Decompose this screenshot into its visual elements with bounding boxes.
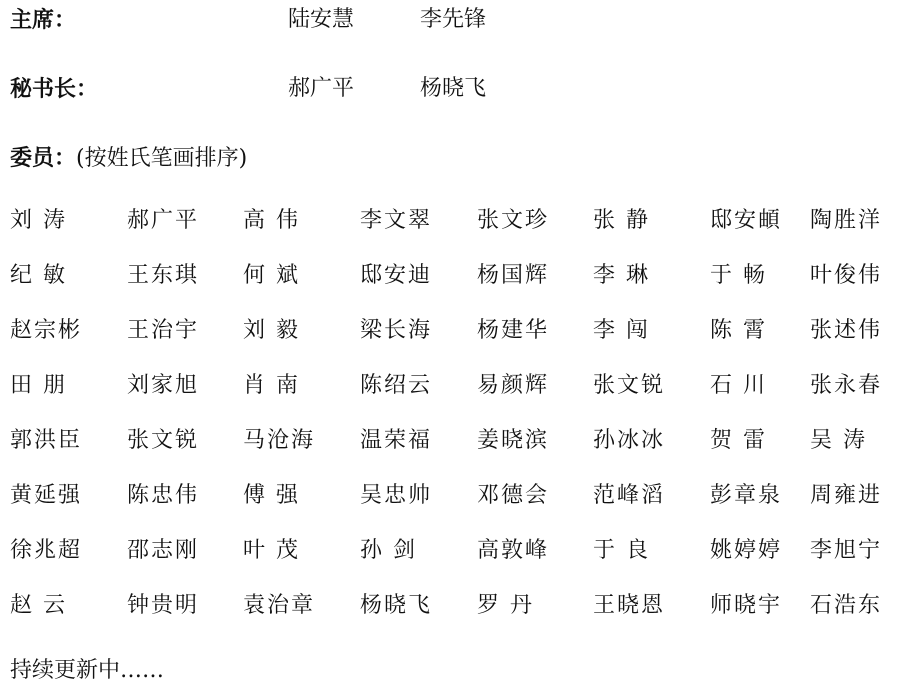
member-name: 杨建华 [477,318,550,343]
member-name: 姚婷婷 [710,538,783,563]
member-name: 邸安頔 [710,208,783,233]
update-note: 持续更新中…… [10,658,165,683]
member-name: 贺 雷 [710,428,767,453]
member-name: 张永春 [810,373,883,398]
member-name: 李旭宁 [810,538,883,563]
secretary-label: 秘书长： [10,76,99,102]
member-name: 刘 涛 [10,208,67,233]
member-name: 叶俊伟 [810,263,883,288]
member-name: 纪 敏 [10,263,67,288]
member-row [10,426,892,481]
member-name: 田 朋 [10,373,67,398]
member-name: 郭洪臣 [10,428,83,453]
member-name: 孙 剑 [360,538,417,563]
member-name: 李 琳 [593,263,650,288]
member-name: 钟贵明 [127,593,200,618]
member-name: 袁治章 [243,593,316,618]
chair-name-2: 李先锋 [420,7,487,32]
member-name: 于 良 [593,538,650,563]
member-row [10,536,892,591]
member-name: 傅 强 [243,483,300,508]
member-name: 于 畅 [710,263,767,288]
member-row [10,316,892,371]
members-line [10,143,247,174]
member-name: 何 斌 [243,263,300,288]
member-name: 王晓恩 [593,593,666,618]
member-name: 陈绍云 [360,373,433,398]
member-name: 吴忠帅 [360,483,433,508]
member-name: 黄延强 [10,483,83,508]
member-name: 周雍进 [810,483,883,508]
member-name: 张文锐 [593,373,666,398]
member-name: 石 川 [710,373,767,398]
secretary-name-2: 杨晓飞 [420,76,487,101]
member-name: 范峰滔 [593,483,666,508]
member-name: 邵志刚 [127,538,200,563]
member-name: 邸安迪 [360,263,433,288]
chair-label: 主席： [10,7,77,33]
member-row [10,261,892,316]
member-name: 刘家旭 [127,373,200,398]
member-name: 赵 云 [10,593,67,618]
member-name: 师晓宇 [710,593,783,618]
member-name: 陶胜洋 [810,208,883,233]
member-row [10,371,892,426]
member-name: 吴 涛 [810,428,867,453]
member-name: 姜晓滨 [477,428,550,453]
member-name: 梁长海 [360,318,433,343]
member-name: 石浩东 [810,593,883,618]
member-name: 李 闯 [593,318,650,343]
member-row [10,206,892,261]
member-name: 杨晓飞 [360,593,433,618]
member-name: 温荣福 [360,428,433,453]
member-name: 肖 南 [243,373,300,398]
chair-name-1: 陆安慧 [288,7,355,32]
member-name: 徐兆超 [10,538,83,563]
member-name: 刘 毅 [243,318,300,343]
member-name: 陈 霄 [710,318,767,343]
member-name: 叶 茂 [243,538,300,563]
member-name: 易颜辉 [477,373,550,398]
members-label: 委员： [10,145,77,171]
member-name: 郝广平 [127,208,200,233]
member-name: 张 静 [593,208,650,233]
member-name: 杨国辉 [477,263,550,288]
member-name: 张文珍 [477,208,550,233]
secretary-line [10,74,487,105]
member-name: 张述伟 [810,318,883,343]
member-name: 王东琪 [127,263,200,288]
member-name: 张文锐 [127,428,200,453]
secretary-name-1: 郝广平 [288,76,355,101]
member-name: 彭章泉 [710,483,783,508]
member-name: 陈忠伟 [127,483,200,508]
member-name: 孙冰冰 [593,428,666,453]
members-note: (按姓氏笔画排序) [76,146,248,171]
member-name: 高 伟 [243,208,300,233]
member-row [10,481,892,536]
chair-line [10,5,487,36]
member-name: 赵宗彬 [10,318,83,343]
member-name: 王治宇 [127,318,200,343]
member-name: 马沧海 [243,428,316,453]
member-name: 李文翠 [360,208,433,233]
member-name: 高敦峰 [477,538,550,563]
members-grid [10,206,892,646]
member-row [10,591,892,646]
member-name: 罗 丹 [477,593,534,618]
member-name: 邓德会 [477,483,550,508]
